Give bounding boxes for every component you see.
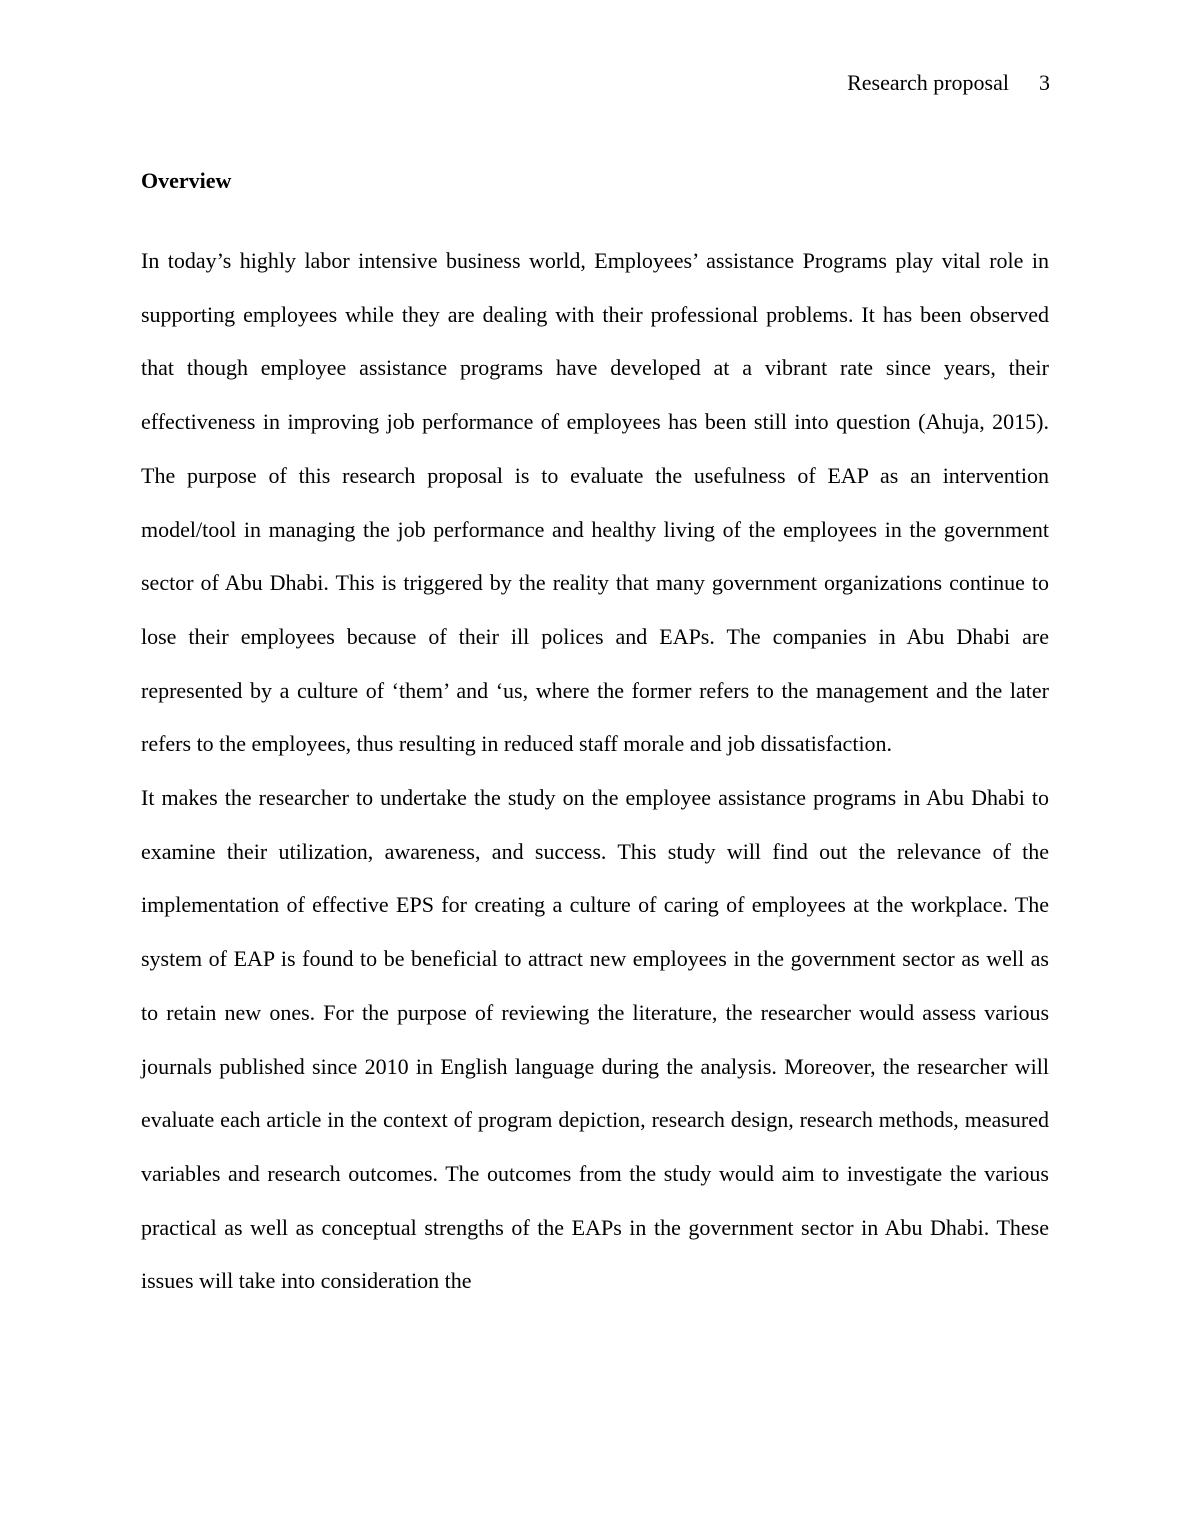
page-number: 3 — [1039, 70, 1050, 95]
body-text — [141, 234, 1049, 1308]
section-heading: Overview — [141, 168, 232, 193]
paragraph-1: In today’s highly labor intensive business world, Employees’ assistance Programs play vital role in supporting employees while they are dealing with their professional problems. It has been observed that though employee assistance programs have developed at a vibrant rate since years, their effectiveness in improving job performance of employees has been still into question (Ahuja, 2015). The purpose of this research proposal is to evaluate the usefulness of EAP as an intervention model/tool in managing the job performance and healthy living of the employees in the government sector of Abu Dhabi. This is triggered by the reality that many government organizations continue to lose their employees because of their ill polices and EAPs. The companies in Abu Dhabi are represented by a culture of ‘them’ and ‘us, where the former refers to the management and the later refers to the employees, thus resulting in reduced staff morale and job dissatisfaction. — [141, 248, 1049, 757]
running-head-title: Research proposal — [847, 70, 1009, 95]
paragraph-2: It makes the researcher to undertake the study on the employee assistance programs in Abu Dhabi to examine their utilization, awareness, and success. This study will find out the relevance of the implementation of effective EPS for creating a culture of caring of employees at the workplace. The system of EAP is found to be beneficial to attract new employees in the government sector as well as to retain new ones. For the purpose of reviewing the literature, the researcher would assess various journals published since 2010 in English language during the analysis. Moreover, the researcher will evaluate each article in the context of program depiction, research design, research methods, measured variables and research outcomes. The outcomes from the study would aim to investigate the various practical as well as conceptual strengths of the EAPs in the government sector in Abu Dhabi. These issues will take into consideration the — [141, 785, 1049, 1294]
running-head — [847, 69, 1050, 97]
